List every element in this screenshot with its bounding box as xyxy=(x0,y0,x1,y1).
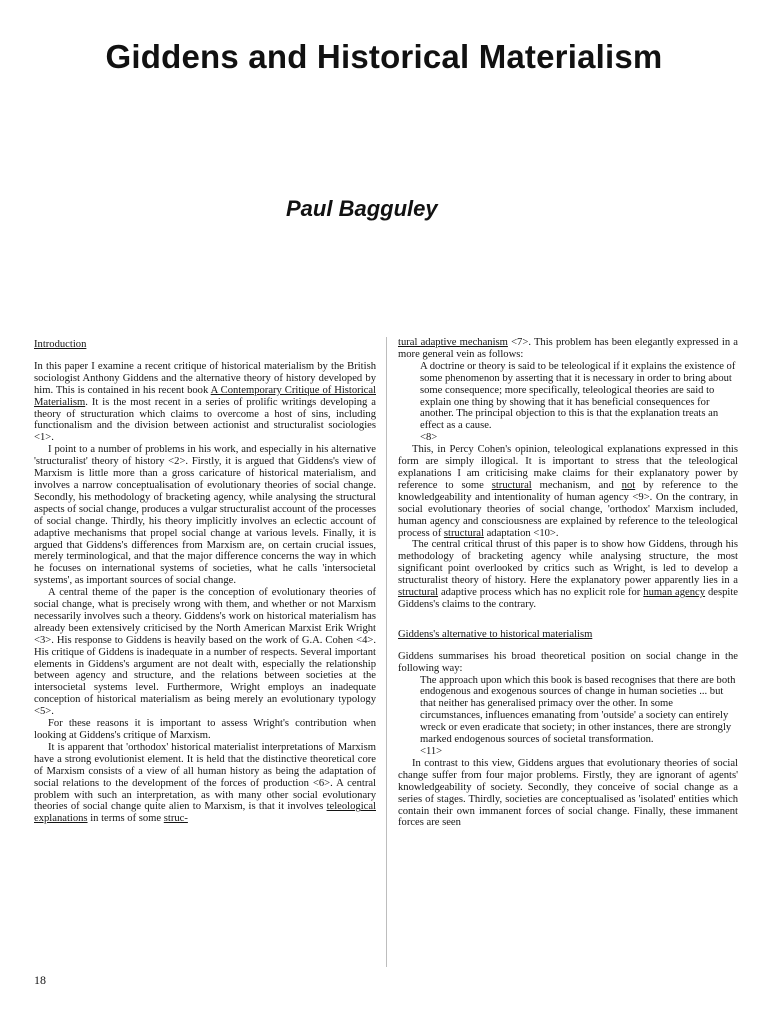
paragraph xyxy=(398,444,738,539)
emphasis: structural xyxy=(398,587,439,599)
right-column xyxy=(398,337,738,829)
left-column xyxy=(34,337,376,825)
book-title: A Contemporary Critique of Historical Materialism xyxy=(34,384,376,408)
text: In this paper I examine a recent critique of historical materialism by the British sociologist Anthony Giddens and the alternative theory of history developed by him. This is contained in his recent book xyxy=(34,360,376,396)
text: The central critical thrust of this paper is to show how Giddens, through his methodology of bracketing agency while analysing structure, the most significant point overlooked by critics such as Wright, is led to develop a structuralist theory of history. Here the explanatory power apparently lies in a xyxy=(398,539,738,587)
column-divider xyxy=(386,337,387,967)
emphasis: struc- xyxy=(163,813,188,825)
block-quote: A doctrine or theory is said to be teleological if it explains the existence of some phenomenon by asserting that it is necessary in order to bring about some consequence; more specifically, teleological theories are said to explain one thing by showing that it has beneficial consequences for another. The principal objection to this is that the explanation treats an effect as a cause. xyxy=(420,360,736,432)
text: It is apparent that 'orthodox' historical materialist interpretations of Marxism have a strong evolutionist element. It is held that the distinctive theoretical core of Marxism consists of a view of all human history as being the adaptation of social relations to the development of the forces of production <6>. A central problem with such an interpretation, as with many other social evolutionary theories of social change quite alien to Marxism, is that it involves xyxy=(34,741,376,813)
text: . It is the most recent in a series of prolific writings developing a theory of structuration which claims to overcome a host of sins, including functionalism and the division between actionist and structuralist sociologies <1>. xyxy=(34,396,376,444)
paragraph: A central theme of the paper is the conception of evolutionary theories of social change, what is precisely wrong with them, and whether or not Marxism necessarily involves such a theory. Giddens's work on historical materialism has already been extensively criticised by the North American Marxist Erik Wright <3>. His response to Giddens is heavily based on the work of G.A. Cohen <4>. His critique of Giddens is inadequate in a number of respects. Several important elements in Giddens's argument are not dealt with, especially the relationship between agency and structure, and the relations between societies at the intersocietal systems level. Furthermore, Wright employs an inadequate conception of historical materialism as being merely an evolutionary typology <5>. xyxy=(34,587,376,718)
text: despite Giddens's claims to the contrary. xyxy=(398,587,738,610)
paragraph: I point to a number of problems in his work, and especially in his alternative 'structuralist' theory of history <2>. Firstly, it is argued that Giddens's view of Marxism is little more than a gross caricature of historical materialism, and involves a narrow conceptualisation of evolutionary theories of social change. Secondly, his methodology of bracketing agency, while analysing the structural aspects of social change, produces a vulgar structuralist account of the processes of social change. Thirdly, his theory implicitly involves an eclectic account of adaptive mechanisms that propel social change at various levels. Finally, it is argued that Giddens's differences from Marxism are, on certain crucial issues, merely terminological, and that the major difference concerns the way in which he focuses on international systems of societies, what he calls 'intersocietal systems', as important sources of social change. xyxy=(34,444,376,587)
text: by reference to the knowledgeability and intentionality of human agency <9>. On the contrary, in social evolutionary theories of social change, 'orthodox' Marxism included, human agency and consciousness are explained by reference to the teleological process of xyxy=(398,479,738,539)
paragraph xyxy=(34,361,376,444)
block-quote: The approach upon which this book is based recognises that there are both endogenous and exogenous sources of change in human societies ... but that neither has generalised primacy over the other. In some circumstances, influences emanating from 'outside' a society can entirely wreck or even eradicate that society; in other instances, there are strongly marked endogenous sources of societal transformation. xyxy=(420,674,736,746)
section-heading-alternative: Giddens's alternative to historical materialism xyxy=(398,628,593,640)
text: adaptive process which has no explicit role for xyxy=(438,587,644,599)
text: in terms of some xyxy=(87,813,164,825)
page-number: 18 xyxy=(34,973,46,987)
text: adaptation <10>. xyxy=(483,527,559,539)
text: This, in Percy Cohen's opinion, teleological explanations expressed in this form are simply illogical. It is important to stress that the teleological explanations I am criticising make claims for their explanatory power by reference to some xyxy=(398,444,738,491)
emphasis: teleological explanations xyxy=(34,801,376,825)
emphasis: not xyxy=(621,479,636,491)
author-name: Paul Bagguley xyxy=(286,196,438,221)
emphasis: structural xyxy=(443,527,484,539)
paragraph xyxy=(398,539,738,610)
section-heading-introduction: Introduction xyxy=(34,339,87,350)
paragraph xyxy=(398,337,738,361)
page-title: Giddens and Historical Materialism xyxy=(105,38,663,75)
quote-reference: <11> xyxy=(420,746,443,757)
paragraph: In contrast to this view, Giddens argues that evolutionary theories of social change suffer from four major problems. Firstly, they are ignorant of agents' knowledgeability of society. Secondly, they conceive of social change as a series of stages. Thirdly, societies are conceptualised as 'isolated' entities which contain their own immanent forces of social change. Finally, these immanent forces are seen xyxy=(398,757,738,829)
paragraph xyxy=(34,742,376,825)
text: mechanism, and xyxy=(531,479,622,491)
emphasis: human agency xyxy=(643,587,706,599)
text: <7>. This problem has been elegantly expressed in a more general vein as follows: xyxy=(398,337,738,360)
emphasis: structural xyxy=(491,479,532,491)
paragraph: Giddens summarises his broad theoretical position on social change in the following way: xyxy=(398,650,738,674)
emphasis: tural adaptive mechanism xyxy=(398,337,508,348)
paragraph: For these reasons it is important to assess Wright's contribution when looking at Giddens's critique of Marxism. xyxy=(34,718,376,741)
quote-reference: <8> xyxy=(420,432,438,444)
